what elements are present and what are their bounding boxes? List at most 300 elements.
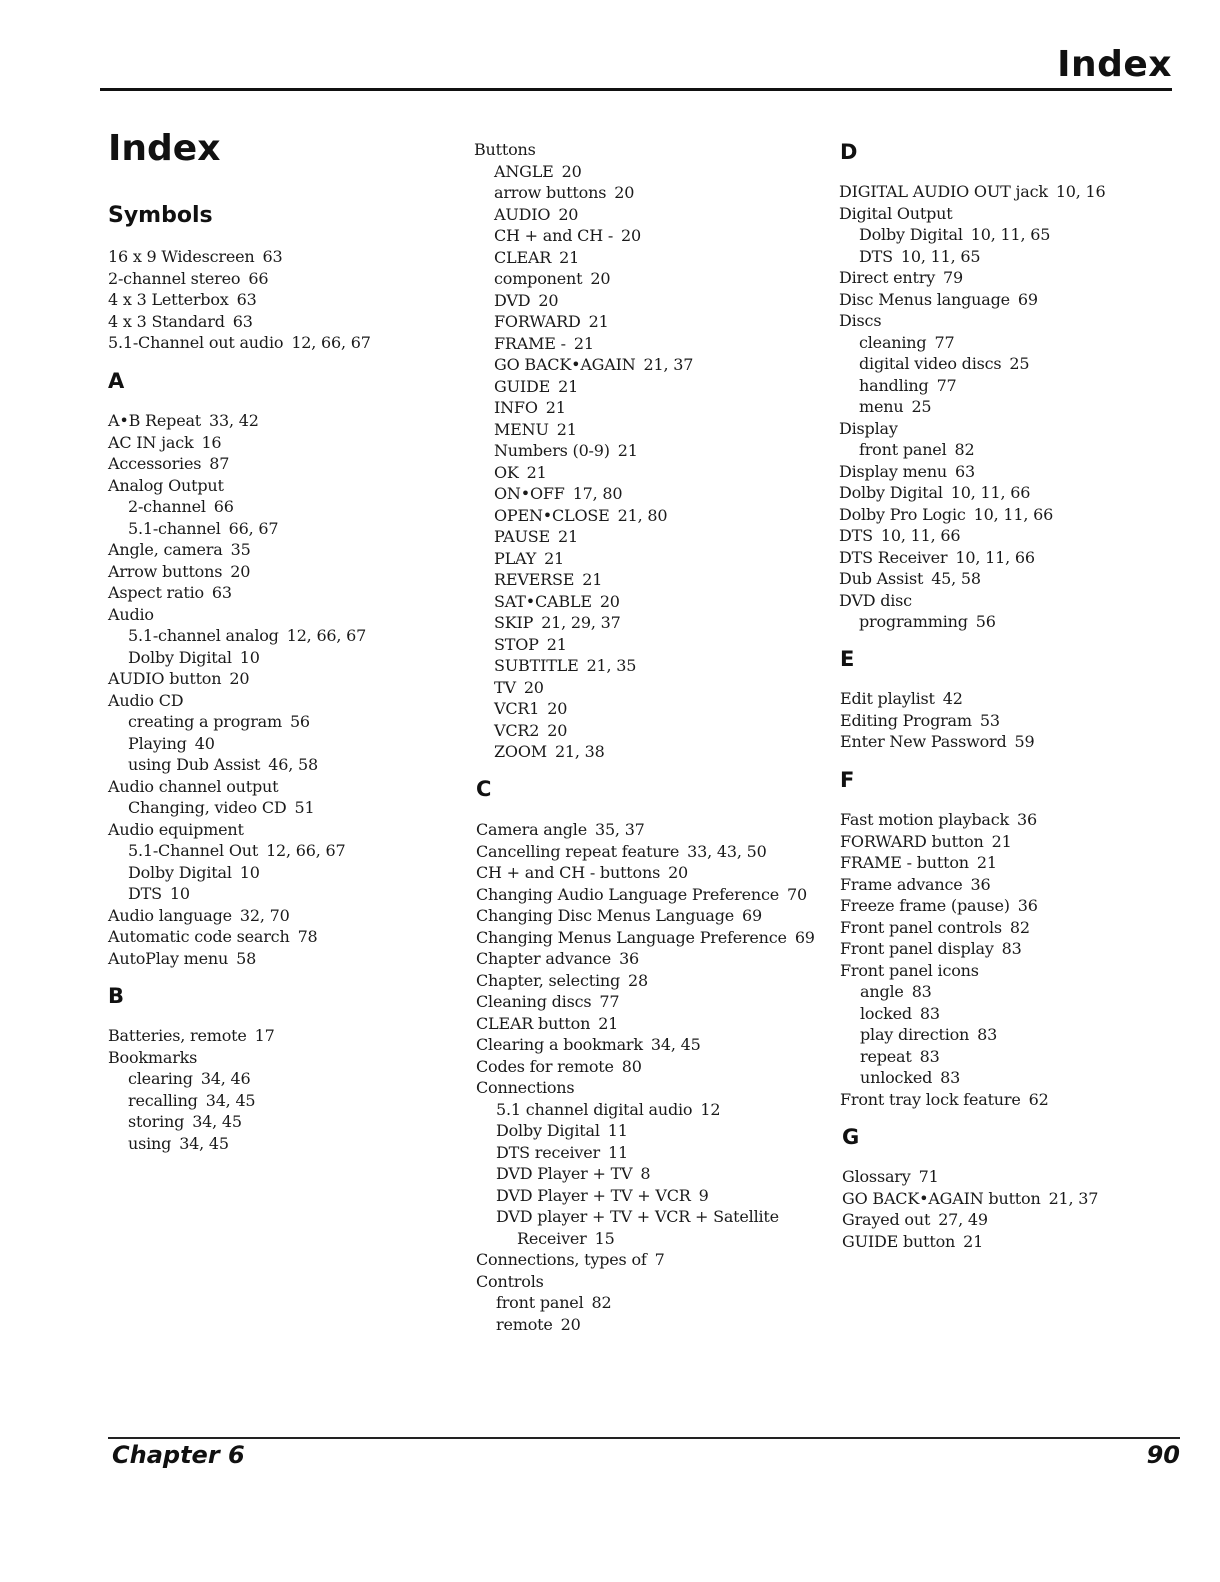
index-entry-pages: 21, 37: [1048, 1188, 1099, 1208]
index-entry-pages: 21, 80: [617, 505, 668, 525]
index-entry-term: Chapter advance: [476, 949, 612, 968]
index-entry: [108, 733, 366, 755]
index-entry: [839, 611, 1106, 633]
index-entry-term: Chapter, selecting: [476, 970, 621, 990]
index-entry-term: AUDIO: [494, 204, 551, 224]
index-entry: [840, 938, 1049, 960]
index-entry-term: play direction: [860, 1025, 970, 1044]
index-entry-term: programming: [859, 612, 968, 631]
index-entry-pages: 83: [977, 1025, 998, 1044]
index-entry-term: 16 x 9 Widescreen: [108, 247, 255, 266]
index-entry-pages: 21, 35: [586, 656, 637, 675]
index-entry: [839, 418, 1106, 440]
index-entry-pages: 21: [558, 376, 579, 396]
index-entry-pages: 20: [547, 720, 568, 740]
index-entry: [108, 862, 366, 884]
index-entry-pages: 83: [1001, 939, 1022, 958]
index-entry: [474, 548, 693, 570]
index-entry-pages: 10, 11, 66: [880, 526, 961, 545]
index-entry: [840, 1067, 1049, 1089]
index-entry: [474, 225, 693, 247]
index-entry: [840, 1003, 1049, 1025]
index-entry-pages: 20: [558, 204, 579, 224]
index-entry-term: OPEN•CLOSE: [494, 505, 610, 525]
index-entry-term: Dolby Digital: [128, 862, 232, 882]
index-entry-term: Audio equipment: [108, 819, 244, 839]
index-entry: [840, 960, 1049, 982]
index-entry: [839, 181, 1106, 203]
index-entry-pages: 10, 16: [1055, 182, 1106, 201]
index-entry: [474, 526, 693, 548]
index-entry-term: Dolby Pro Logic: [839, 504, 966, 524]
index-entry: [842, 1209, 1098, 1231]
index-entry: [476, 1249, 815, 1271]
index-entry-pages: 10, 11, 65: [900, 246, 981, 266]
index-entry: [108, 1090, 275, 1112]
index-entry-term: DTS receiver: [496, 1142, 600, 1162]
index-entry-term: REVERSE: [494, 570, 575, 589]
index-entry-pages: 17, 80: [572, 484, 623, 503]
index-entry: [839, 310, 1106, 332]
index-entry: [839, 461, 1106, 483]
index-entry-term: GO BACK•AGAIN button: [842, 1188, 1041, 1208]
index-entry: [476, 1271, 815, 1293]
page-number: 90: [1146, 1441, 1180, 1469]
index-entry-pages: 66: [248, 268, 269, 288]
index-entry: [476, 1099, 815, 1121]
index-entry: [108, 332, 371, 354]
index-list-e: [840, 688, 1034, 753]
index-list-f: [840, 809, 1049, 1110]
index-entry-term: MENU: [494, 419, 549, 439]
index-entry-term: Accessories: [108, 454, 202, 473]
index-entry-term: DVD disc: [839, 590, 912, 610]
index-entry-term: repeat: [860, 1046, 912, 1066]
index-entry-term: 5.1-Channel Out: [128, 841, 259, 860]
index-entry-pages: 59: [1014, 732, 1035, 751]
index-entry-term: PLAY: [494, 548, 537, 568]
index-entry-pages: 9: [698, 1185, 709, 1205]
index-entry-pages: 36: [1017, 810, 1038, 829]
index-entry: [108, 668, 366, 690]
index-entry: [840, 688, 1034, 710]
index-entry: [839, 525, 1106, 547]
index-entry-term: Bookmarks: [108, 1047, 198, 1067]
header-rule: [100, 88, 1172, 91]
index-entry-term: Changing Disc Menus Language: [476, 906, 735, 925]
index-entry-pages: 21: [559, 247, 580, 267]
index-entry: [474, 591, 693, 613]
index-entry-pages: 40: [194, 733, 215, 753]
index-entry-term: Camera angle: [476, 820, 587, 839]
index-entry: [474, 440, 693, 462]
index-entry-pages: 82: [591, 1293, 612, 1312]
index-entry-pages: 21: [556, 419, 577, 439]
index-entry: [839, 332, 1106, 354]
index-entry: [839, 482, 1106, 504]
index-entry-term: SKIP: [494, 613, 534, 632]
index-entry-term: STOP: [494, 634, 539, 654]
index-entry: [108, 582, 366, 604]
index-entry-pages: 71: [918, 1167, 939, 1186]
index-entry: [840, 1024, 1049, 1046]
index-entry: [840, 809, 1049, 831]
footer-chapter: Chapter 6: [112, 1441, 245, 1469]
index-entry: [108, 905, 366, 927]
index-entry: [474, 483, 693, 505]
index-entry: [476, 841, 815, 863]
index-entry: [476, 1034, 815, 1056]
index-entry-term: Audio: [108, 604, 154, 624]
index-entry-pages: 56: [289, 712, 310, 731]
index-entry-pages: 25: [911, 397, 932, 416]
index-entry: [108, 711, 366, 733]
index-entry-term: AUDIO button: [108, 669, 222, 688]
index-entry-term: Discs: [839, 311, 882, 330]
index-entry-pages: 10, 11, 66: [950, 483, 1031, 502]
index-entry: [839, 203, 1106, 225]
index-entry-term: component: [494, 269, 583, 288]
index-entry: [474, 247, 693, 269]
index-entry-pages: 36: [1017, 896, 1038, 915]
index-entry-pages: 8: [640, 1164, 651, 1183]
index-entry: [839, 353, 1106, 375]
index-entry-term: 2-channel stereo: [108, 268, 241, 288]
index-entry-pages: 66: [213, 497, 234, 516]
index-entry-term: DTS: [859, 246, 893, 266]
index-entry-term: Cleaning discs: [476, 992, 592, 1011]
index-entry: [474, 569, 693, 591]
index-entry-pages: 12, 66, 67: [291, 333, 371, 352]
index-entry-term: VCR1: [494, 699, 540, 718]
index-entry-pages: 32, 70: [239, 905, 290, 925]
index-entry: [108, 1111, 275, 1133]
index-entry: [474, 290, 693, 312]
index-entry-pages: 11: [607, 1142, 628, 1162]
index-entry-term: 4 x 3 Letterbox: [108, 290, 229, 309]
index-entry: [839, 289, 1106, 311]
index-entry: [839, 224, 1106, 246]
index-entry: [840, 874, 1049, 896]
index-entry-pages: 63: [955, 461, 975, 481]
index-entry-term: FRAME -: [494, 333, 566, 353]
index-entry-term: CLEAR button: [476, 1013, 591, 1033]
index-entry-term: Controls: [476, 1271, 544, 1291]
index-entry-term: CH + and CH -: [494, 226, 614, 245]
index-entry-term: Audio language: [108, 905, 232, 925]
index-entry-term: Dolby Digital: [128, 647, 232, 667]
index-entry-term: ANGLE: [494, 161, 554, 181]
index-entry: [476, 927, 815, 949]
index-entry-pages: 42: [942, 689, 963, 708]
index-entry: [476, 1163, 815, 1185]
index-entry-pages: 20: [560, 1314, 581, 1334]
index-entry-pages: 69: [742, 906, 762, 925]
index-entry: [840, 917, 1049, 939]
index-entry-term: ON•OFF: [494, 484, 565, 503]
index-entry-term: Changing Menus Language Preference: [476, 927, 787, 947]
index-entry: [476, 1206, 815, 1228]
index-entry-term: VCR2: [494, 720, 540, 740]
index-entry: [840, 731, 1034, 753]
index-entry-pages: 21: [557, 527, 578, 546]
index-entry-term: Playing: [128, 733, 187, 753]
index-entry: [840, 1089, 1049, 1111]
index-entry-pages: 21: [991, 831, 1012, 851]
index-entry-term: Edit playlist: [840, 689, 935, 708]
index-entry-term: menu: [859, 397, 904, 416]
index-entry-term: front panel: [859, 440, 947, 459]
index-entry-term: handling: [859, 375, 929, 395]
index-entry: [839, 568, 1106, 590]
section-head-f: F: [840, 768, 855, 792]
index-entry-pages: 10, 11, 66: [973, 504, 1054, 524]
index-entry: [108, 1047, 275, 1069]
index-entry: [108, 883, 366, 905]
index-entry-pages: 21: [963, 1231, 984, 1251]
index-entry-pages: 20: [590, 269, 611, 288]
index-entry: [476, 1228, 815, 1250]
index-entry: [474, 139, 693, 161]
index-entry-pages: 82: [954, 440, 975, 459]
index-entry-term: Analog Output: [108, 475, 224, 495]
index-entry-pages: 21: [573, 333, 594, 353]
index-entry: [108, 926, 366, 948]
index-entry: [474, 182, 693, 204]
index-entry-pages: 12, 66, 67: [266, 841, 346, 860]
index-entry: [474, 720, 693, 742]
index-entry-pages: 36: [970, 874, 991, 894]
index-entry-pages: 21: [588, 312, 609, 331]
index-entry-pages: 20: [621, 226, 642, 245]
index-entry-term: Audio channel output: [108, 776, 279, 796]
index-entry-pages: 20: [561, 161, 582, 181]
index-entry: [476, 970, 815, 992]
index-entry: [842, 1231, 1098, 1253]
index-entry-term: digital video discs: [859, 354, 1002, 373]
index-entry-term: locked: [860, 1003, 912, 1023]
index-entry-term: Glossary: [842, 1167, 911, 1186]
index-entry: [108, 1025, 275, 1047]
index-entry: [108, 432, 366, 454]
index-entry: [108, 453, 366, 475]
index-entry: [108, 561, 366, 583]
index-entry-term: FORWARD button: [840, 831, 984, 851]
index-entry-pages: 83: [919, 1003, 940, 1023]
index-entry-term: Disc Menus language: [839, 289, 1010, 309]
index-entry-pages: 34, 46: [200, 1069, 251, 1088]
index-entry-pages: 7: [654, 1250, 665, 1269]
section-head-c: C: [476, 777, 492, 801]
index-entry: [108, 625, 366, 647]
index-entry: [108, 1133, 275, 1155]
index-entry-pages: 21: [544, 548, 565, 568]
index-entry: [474, 397, 693, 419]
index-entry: [476, 1120, 815, 1142]
index-entry: [108, 475, 366, 497]
index-entry-pages: 34, 45: [179, 1133, 229, 1153]
index-entry-pages: 51: [294, 798, 315, 817]
index-entry: [476, 1013, 815, 1035]
index-entry-term: Dolby Digital: [859, 225, 963, 244]
index-entry-term: Frame advance: [840, 874, 963, 894]
index-entry-pages: 21, 37: [643, 355, 694, 374]
section-head-g: G: [842, 1125, 860, 1149]
index-entry-term: Front tray lock feature: [840, 1089, 1021, 1109]
index-entry-term: GUIDE button: [842, 1231, 956, 1251]
index-entry-term: Dub Assist: [839, 569, 924, 588]
index-entry: [108, 268, 371, 290]
index-entry: [108, 647, 366, 669]
index-entry-term: Front panel controls: [840, 917, 1002, 937]
index-entry: [839, 246, 1106, 268]
index-entry-term: Numbers (0-9): [494, 441, 610, 460]
index-entry: [476, 884, 815, 906]
index-entry-pages: 21: [526, 462, 547, 482]
index-entry-term: Dolby Digital: [496, 1121, 600, 1140]
index-entry-term: front panel: [496, 1293, 584, 1312]
index-entry-pages: 63: [262, 247, 283, 266]
index-entry-term: DVD Player + TV + VCR: [496, 1185, 691, 1205]
section-head-symbols: Symbols: [108, 203, 213, 228]
index-entry: [108, 690, 366, 712]
index-entry-pages: 56: [975, 612, 996, 631]
index-entry: [474, 505, 693, 527]
index-entry-term: FORWARD: [494, 312, 581, 331]
index-entry-term: SAT•CABLE: [494, 591, 592, 611]
index-entry-pages: 34, 45: [192, 1112, 242, 1131]
index-entry-term: CLEAR: [494, 247, 552, 267]
index-entry-term: arrow buttons: [494, 183, 607, 202]
index-entry-pages: 35, 37: [594, 820, 645, 839]
index-entry: [108, 797, 366, 819]
index-entry: [842, 1188, 1098, 1210]
index-entry-pages: 20: [230, 561, 251, 581]
index-entry-term: AutoPlay menu: [108, 948, 229, 968]
index-entry-term: 5.1-channel analog: [128, 626, 279, 645]
index-entry-pages: 77: [936, 375, 957, 395]
index-entry-term: Arrow buttons: [108, 561, 223, 581]
index-entry-pages: 35: [230, 540, 251, 559]
index-entry-pages: 45, 58: [931, 569, 981, 588]
index-entry-pages: 21, 38: [554, 742, 605, 761]
index-entry-pages: 20: [538, 290, 559, 310]
index-entry-pages: 21: [582, 570, 603, 589]
index-entry-term: DVD player + TV + VCR + Satellite: [496, 1207, 779, 1226]
index-entry-pages: 36: [619, 949, 640, 968]
index-entry-term: DTS Receiver: [839, 547, 948, 567]
index-entry: [476, 1292, 815, 1314]
index-entry: [108, 410, 366, 432]
section-head-d: D: [840, 140, 858, 164]
index-entry-term: 5.1-Channel out audio: [108, 333, 284, 352]
index-entry-term: GO BACK•AGAIN: [494, 355, 636, 374]
index-entry-term: unlocked: [860, 1068, 933, 1087]
index-entry: [476, 905, 815, 927]
index-entry: [839, 504, 1106, 526]
index-entry-term: SUBTITLE: [494, 656, 579, 675]
index-entry-pages: 63: [236, 290, 257, 309]
index-entry: [839, 267, 1106, 289]
index-entry-pages: 33, 42: [209, 411, 259, 430]
index-entry: [474, 655, 693, 677]
index-entry-term: angle: [860, 982, 904, 1001]
index-entry: [474, 634, 693, 656]
index-entry: [476, 1056, 815, 1078]
index-entry-term: using: [128, 1133, 172, 1153]
header-title: Index: [1057, 44, 1172, 85]
index-entry-term: recalling: [128, 1090, 198, 1110]
index-entry: [474, 419, 693, 441]
index-entry: [108, 754, 366, 776]
index-entry-term: cleaning: [859, 332, 927, 352]
index-entry-pages: 20: [668, 863, 689, 882]
index-list-b: [108, 1025, 275, 1154]
index-entry-term: Changing, video CD: [128, 798, 287, 817]
index-entry: [839, 396, 1106, 418]
index-entry-term: Audio CD: [108, 690, 184, 710]
index-entry-term: clearing: [128, 1069, 193, 1088]
index-list-buttons: [474, 139, 693, 763]
index-entry: [474, 354, 693, 376]
index-entry-pages: 21: [546, 634, 567, 654]
index-entry-term: creating a program: [128, 712, 282, 731]
index-entry-pages: 82: [1009, 917, 1030, 937]
section-head-a: A: [108, 369, 125, 393]
index-entry-term: Connections, types of: [476, 1250, 647, 1269]
index-entry-term: Connections: [476, 1078, 575, 1097]
index-entry: [108, 246, 371, 268]
index-entry-pages: 46, 58: [268, 755, 318, 774]
index-entry-pages: 21: [545, 398, 566, 417]
index-list-symbols: [108, 246, 371, 354]
index-entry-term: storing: [128, 1112, 185, 1131]
index-entry-pages: 28: [628, 970, 648, 990]
index-entry-term: CH + and CH - buttons: [476, 863, 661, 882]
index-entry: [842, 1166, 1098, 1188]
index-entry-term: ZOOM: [494, 742, 547, 761]
index-list-c: [476, 819, 815, 1335]
index-entry: [474, 268, 693, 290]
index-entry-term: Direct entry: [839, 268, 936, 287]
index-entry-term: Clearing a bookmark: [476, 1035, 643, 1054]
index-entry-term: INFO: [494, 398, 538, 417]
index-entry: [474, 376, 693, 398]
index-entry: [108, 840, 366, 862]
index-entry-term: PAUSE: [494, 527, 550, 546]
index-entry-pages: 83: [919, 1046, 940, 1066]
index-entry-pages: 79: [943, 268, 963, 287]
index-entry-term: Freeze frame (pause): [840, 896, 1010, 915]
index-entry: [108, 819, 366, 841]
index-entry-term: Front panel icons: [840, 960, 979, 980]
index-entry-pages: 77: [599, 992, 620, 1011]
index-entry-pages: 27, 49: [938, 1210, 988, 1229]
page-title: Index: [108, 128, 221, 169]
index-entry-term: 4 x 3 Standard: [108, 311, 225, 331]
index-entry: [840, 831, 1049, 853]
index-entry-term: 2-channel: [128, 497, 206, 516]
index-entry-pages: 15: [594, 1228, 615, 1248]
index-entry-pages: 21: [598, 1013, 619, 1033]
index-entry-term: Display menu: [839, 461, 948, 481]
index-entry-pages: 21: [617, 441, 638, 460]
index-entry-pages: 20: [614, 183, 635, 202]
index-entry-term: Batteries, remote: [108, 1026, 247, 1045]
index-entry: [474, 698, 693, 720]
index-entry-pages: 53: [979, 710, 1000, 730]
index-entry: [476, 1077, 815, 1099]
